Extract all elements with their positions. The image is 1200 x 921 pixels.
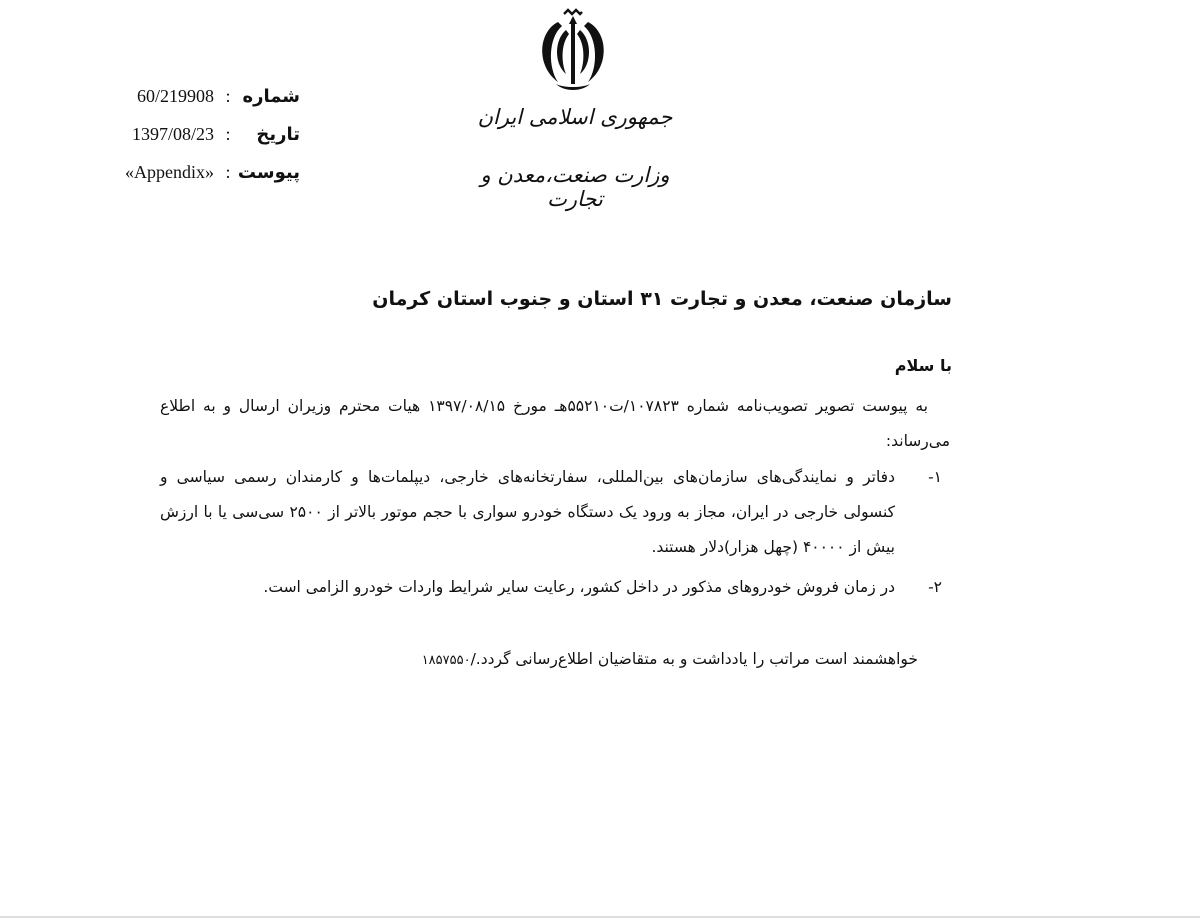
attachment-value: «Appendix»	[125, 162, 214, 182]
list-item	[160, 460, 950, 565]
attachment-label: پیوست	[237, 162, 300, 183]
attachment-row	[70, 162, 300, 200]
item-text: در زمان فروش خودروهای مذکور در داخل کشور، رعایت سایر شرایط واردات خودرو الزامی است.	[263, 578, 895, 596]
item-number: ۲-	[928, 578, 942, 596]
date-row	[70, 124, 300, 162]
addressee: سازمان صنعت، معدن و تجارت ۳۱ استان و جنوب استان کرمان	[372, 288, 952, 310]
closing-text: خواهشمند است مراتب را یادداشت و به متقاضیان اطلاع‌رسانی گردد./	[470, 650, 918, 668]
page-bottom-edge	[0, 916, 1200, 918]
date-value: 1397/08/23	[131, 124, 214, 144]
date-colon: :	[225, 124, 231, 144]
org-name-line1: جمهوری اسلامی ایران	[477, 105, 673, 129]
org-name-line2: وزارت صنعت،معدن و تجارت	[480, 163, 670, 211]
number-value: 60/219908	[136, 86, 214, 106]
number-row	[70, 86, 300, 124]
closing-reference: ۱۸۵۷۵۵۰	[421, 653, 471, 668]
number-label: شماره	[242, 86, 300, 107]
intro-paragraph: به پیوست تصویر تصویب‌نامه شماره ۱۰۷۸۲۳/ت۵۵۲۱۰هـ مورخ ۱۳۹۷/۰۸/۱۵ هیات محترم وزیران ارسال و به اطلاع می‌رساند:	[160, 397, 950, 450]
list-item	[160, 570, 950, 605]
closing-line	[422, 642, 918, 678]
number-colon: :	[225, 86, 231, 106]
date-label: تاریخ	[256, 124, 300, 145]
attachment-colon: :	[225, 162, 231, 182]
item-number: ۱-	[928, 468, 942, 486]
iran-emblem-icon	[528, 8, 618, 98]
item-text: دفاتر و نمایندگی‌های سازمان‌های بین‌المللی، سفارتخانه‌های خارجی، دیپلمات‌ها و کارمندان رسمی سیاسی و کنسولی خارجی در ایران، مجاز به ورود یک دستگاه خودرو سواری با حجم موتور بالاتر از ۲۵۰۰ سی‌سی یا با ارزش بیش از ۴۰۰۰۰ (چهل هزار)دلار هستند.	[160, 468, 895, 556]
salutation: با سلام	[894, 356, 952, 375]
letter-meta	[70, 86, 300, 200]
